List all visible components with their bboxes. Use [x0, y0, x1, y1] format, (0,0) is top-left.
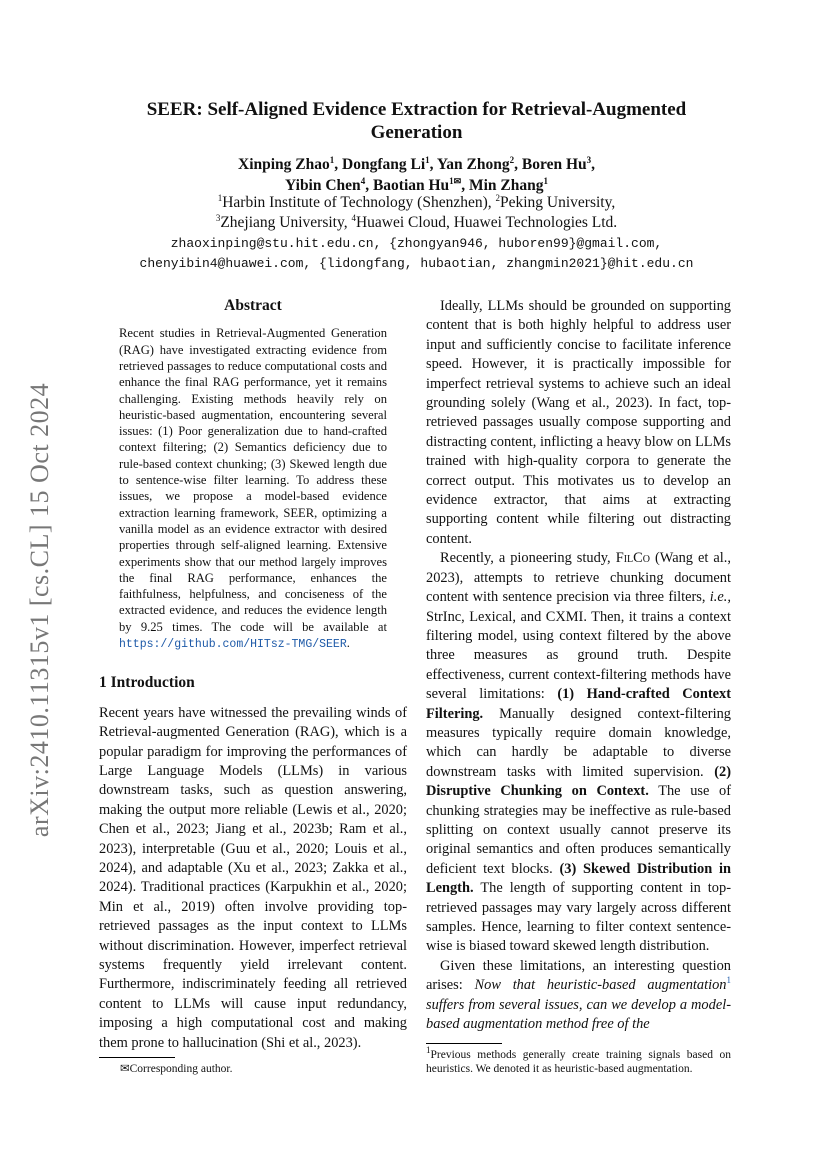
footnote-left: ✉Corresponding author. — [120, 1063, 233, 1075]
limitation-3-label: (3) Skewed Distribution in Length. — [426, 860, 731, 897]
arxiv-identifier: arXiv:2410.11315v1 [cs.CL] 15 Oct 2024 — [25, 382, 54, 838]
footnote-rule-right — [426, 1043, 502, 1044]
footnote-rule-left — [99, 1057, 175, 1058]
right-column — [426, 297, 731, 1034]
affiliations: $^1$Harbin Institute of Technology (Shenzhen), $^2$Peking University, $^3$Zhejiang University, $^4$Huawei Cloud, Huawei Technologies Ltd. — [215, 192, 618, 231]
limitation-2-label: (2) Disruptive Chunking on Context. — [426, 763, 731, 800]
author-list: Xinping Zhao$^1$, Dongfang Li$^1$, Yan Zhong$^2$, Boren Hu$^3$, Yibin Chen$^4$, Baotian $Hu^{1✉}$, Min Zhang$^1$ — [238, 154, 595, 194]
abstract-body: Recent studies in Retrieval-Augmented Generation (RAG) have investigated extracting evidence from retrieved passages to reduce computational costs and enhance the final RAG performance, yet it remains challenging. Existing methods heavily rely on heuristic-based augmentation, encountering several issues: (1) Poor generalization due to hand-crafted context filtering; (2) Semantics deficiency due to rule-based context chunking; (3) Skewed length due to sentence-wise filter learning. To address these issues, we propose a model-based evidence extraction learning framework, SEER, optimizing a vanilla model as an evidence extractor with desired properties through self-aligned learning. Extensive experiments show that our method largely improves the final RAG performance, enhances the faithfulness, helpfulness, and conciseness of the extracted evidence, and reduces the evidence length by 9.25 times. The code will be available at https://github.com/HITsz-TMG/SEER. — [119, 326, 387, 652]
arxiv-sidebar-stamp — [22, 360, 58, 860]
code-link[interactable]: https://github.com/HITsz-TMG/SEER — [119, 638, 347, 652]
abstract-heading: Abstract — [224, 297, 282, 314]
abstract-text: Recent studies in Retrieval-Augmented Generation (RAG) have investigated extracting evidence from retrieved passages to reduce computational costs and enhance the final RAG performance, yet it remains challenging. Existing methods heavily rely on heuristic-based augmentation, encountering several issues: (1) Poor generalization due to hand-crafted context filtering; (2) Semantics deficiency due to rule-based context chunking; (3) Skewed length due to sentence-wise filter learning. To address these issues, we propose a model-based evidence extraction learning framework, SEER, optimizing a vanilla model as an evidence extractor with desired properties through self-aligned learning. Extensive experiments show that our method largely improves the final RAG performance, enhances the faithfulness, helpfulness, and conciseness of the extracted evidence, and reduces the evidence length by 9.25 times. The code will be available at — [119, 326, 387, 634]
intro-paragraph-4: Given these limitations, an interesting question arises: Now that heuristic-based augmentation$^1$ suffers from several issues, can we develop a model-based augmentation method free of the — [426, 957, 731, 1033]
limitation-1-label: (1) Hand-crafted Context Filtering. — [426, 686, 731, 722]
intro-paragraph-1: Recent years have witnessed the prevailing winds of Retrieval-augmented Generation (RAG), which is a popular paradigm for improving the performances of Large Language Models (LLMs) in various downstream tasks, such as question answering, making the output more reliable (Lewis et al., 2020; Chen et al., 2023; Jiang et al., 2023b; Ram et al., 2023), interpretable (Guu et al., 2020; Louis et al., 2024), and adaptable (Xu et al., 2023; Zakka et al., 2024). Traditional practices (Karpukhin et al., 2020; Min et al., 2019) often involve providing top-retrieved passages as the input context to LLMs without discrimination. However, imperfect retrieval systems frequently yield irrelevant content. Furthermore, indiscriminately feeding all retrieved content to LLMs will cause input redundancy, imposing a high computational cost and making them prone to hallucination (Shi et al., 2023). — [99, 704, 407, 1051]
filco-name: FilCo — [615, 550, 650, 567]
author-emails: zhaoxinping@stu.hit.edu.cn, {zhongyan946, huboren99}@gmail.com, chenyibin4@huawei.com, {lidongfang, hubaotian, zhangmin2021}@hit.edu.cn — [139, 236, 694, 271]
intro-paragraph-3: Recently, a pioneering study, FilCo (Wang et al., 2023), attempts to retrieve chunking document content with sentence precision via three filters, i.e., StrInc, Lexical, and CXMI. Then, it trains a context filtering model, using context filtered by the above three measures as ground truth. Despite effectiveness, current context-filtering methods have several limitations: (1) Hand-crafted Context Filtering. Manually designed context-filtering measures typically require domain knowledge, which can hardly be adaptable to diverse downstream tasks with limited supervision. (2) Disruptive Chunking on Context. The use of chunking strategies may be ineffective as rule-based splitting on context usually cannot preserve its original semantics and often produces semantically deficient text blocks. (3) Skewed Distribution in Length. The length of supporting content in top-retrieved passages may vary largely across different samples. Hence, learning to filter context sentence-wise is biased toward skewed length distribution. — [426, 550, 731, 955]
intro-paragraph-2: Ideally, LLMs should be grounded on supporting content that is both highly helpful to address user input and sufficiently concise to facilitate inference speed. However, it is practically impossible for imperfect retrieval systems to achieve such an ideal grounding solely (Wang et al., 2023). In fact, top-retrieved passages usually compose supporting and distracting content, inflicting a heavy blow on LLMs trained with high-quality corpora to generate the correct output. This motivates us to develop an evidence extractor, that aims at extracting supporting content while filtering out distracting content. — [426, 298, 731, 547]
section-heading-introduction: 1 Introduction — [99, 674, 195, 692]
paper-title: SEER: Self-Aligned Evidence Extraction for Retrieval-Augmented Generation — [146, 99, 687, 143]
footnote-marker[interactable]: 1 — [726, 975, 731, 986]
left-column — [99, 296, 407, 1053]
footnote-right: $^1$Previous methods generally create training signals based on heuristics. We denoted it as heuristic-based augmentation. — [426, 1045, 731, 1075]
